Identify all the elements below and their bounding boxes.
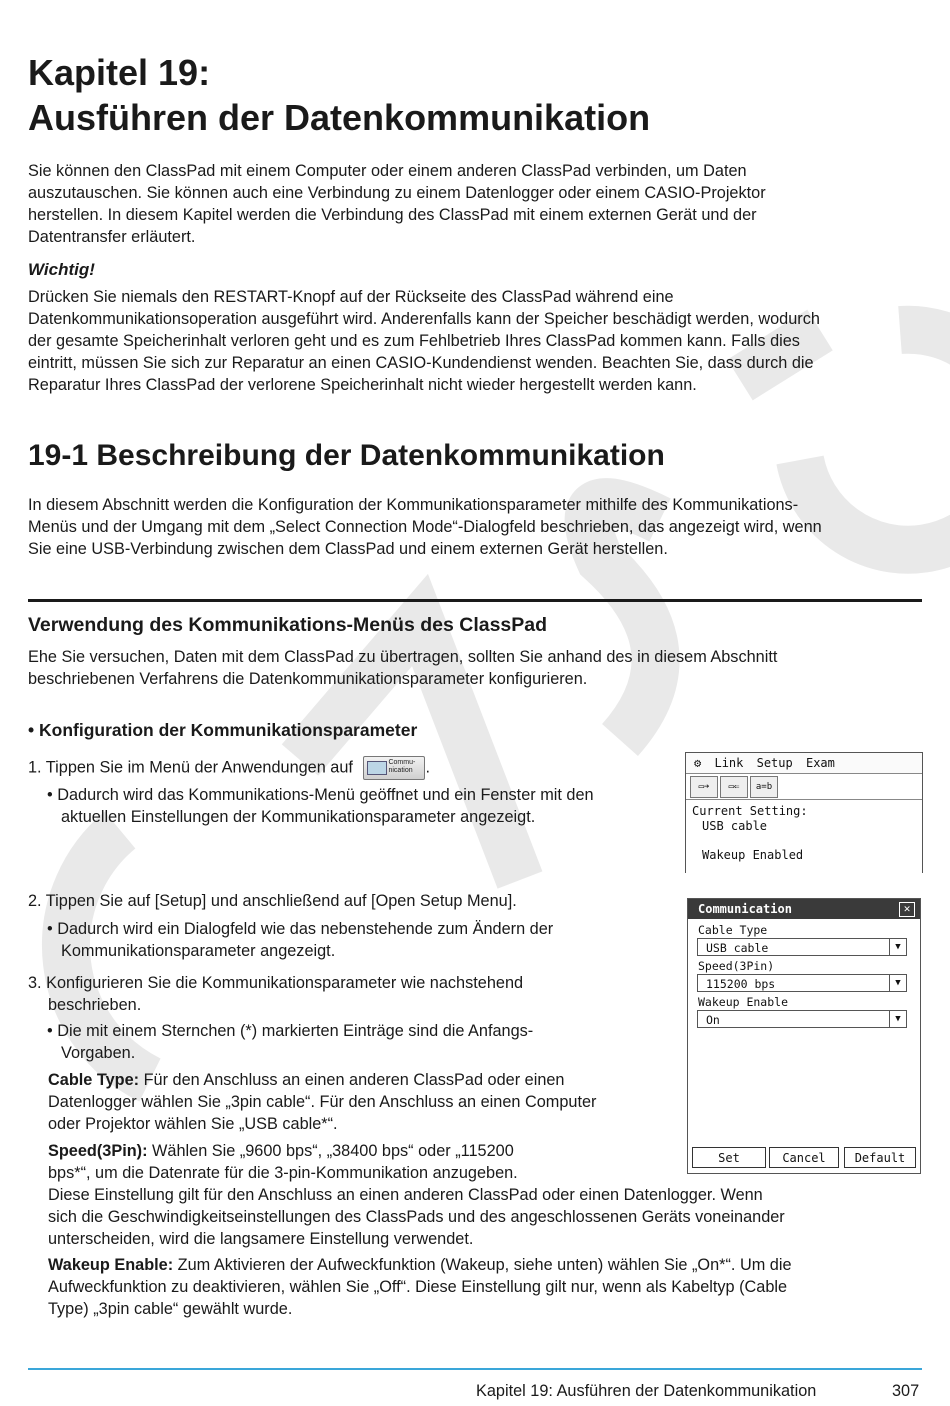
desc-line: Wählen Sie „9600 bps“, „38400 bps“ oder „115200 xyxy=(147,1142,514,1160)
step-3-line: 3. Konfigurieren Sie die Kommunikationsparameter wie nachstehend xyxy=(28,974,524,992)
communication-dialog-screenshot xyxy=(687,898,921,1174)
step-2: 2. Tippen Sie auf [Setup] und anschließend auf [Open Setup Menu]. xyxy=(28,892,517,910)
desc-line: Type) „3pin cable“ gewählt wurde. xyxy=(48,1300,293,1318)
cancel-button[interactable]: Cancel xyxy=(769,1147,839,1168)
communication-app-icon[interactable] xyxy=(363,756,425,780)
menu-setup[interactable]: Setup xyxy=(756,756,793,770)
communication-icon-label: Commu- nication xyxy=(388,759,416,774)
important-line: Drücken Sie niemals den RESTART-Knopf auf der Rückseite des ClassPad während eine xyxy=(28,288,674,306)
note-line: Kommunikationsparameter angezeigt. xyxy=(61,942,336,960)
section-rule xyxy=(28,599,922,602)
note-line: • Die mit einem Sternchen (*) markierten Einträge sind die Anfangs- xyxy=(47,1022,534,1040)
subsection-line: Ehe Sie versuchen, Daten mit dem ClassPad zu übertragen, sollten Sie anhand des in diesem Abschnitt xyxy=(28,648,778,666)
section-line: In diesem Abschnitt werden die Konfiguration der Kommunikationsparameter mithilfe des Kommunikations- xyxy=(28,496,799,514)
chapter-title xyxy=(28,50,650,140)
section-line: Sie eine USB-Verbindung zwischen dem ClassPad und einem externen Gerät herstellen. xyxy=(28,540,668,558)
section-paragraph xyxy=(28,494,822,560)
procedure-heading xyxy=(28,718,417,742)
section-line: Menüs und der Umgang mit dem „Select Connection Mode“-Dialogfeld beschrieben, das angezeigt wird, wenn xyxy=(28,518,822,536)
important-line: der gesamte Speicherinhalt verloren geht und es zum Fehlbetrieb Ihres ClassPad kommen kann. Falls dies xyxy=(28,332,800,350)
wakeup-field-label: Wakeup Enable xyxy=(698,995,789,1009)
bullet: • xyxy=(28,720,35,740)
cable-type-select[interactable] xyxy=(697,938,907,956)
step-2-note xyxy=(47,918,553,962)
desc-line: bps*“, um die Datenrate für die 3-pin-Kommunikation anzugeben. xyxy=(48,1164,518,1182)
chevron-down-icon[interactable]: ▼ xyxy=(889,975,906,991)
current-setting-panel xyxy=(686,800,922,867)
speed-value: 115200 bps xyxy=(706,977,776,991)
set-button[interactable]: Set xyxy=(692,1147,766,1168)
receive-icon[interactable]: ▭⇐ xyxy=(720,776,748,798)
important-paragraph xyxy=(28,286,820,396)
subsection-heading: Verwendung des Kommunikations-Menüs des ClassPad xyxy=(28,614,548,636)
menu-link[interactable]: Link xyxy=(714,756,744,770)
wakeup-label: Wakeup Enable: xyxy=(48,1256,174,1274)
note-line: • Dadurch wird ein Dialogfeld wie das nebenstehende zum Ändern der xyxy=(47,920,554,938)
wakeup-value: On xyxy=(706,1013,720,1027)
desc-line: oder Projektor wählen Sie „USB cable*“. xyxy=(48,1115,338,1133)
intro-line: Sie können den ClassPad mit einem Computer oder einem anderen ClassPad verbinden, um Daten xyxy=(28,162,747,180)
footer-rule xyxy=(28,1368,922,1370)
cable-type-field-label: Cable Type xyxy=(698,923,768,937)
note-line: • Dadurch wird das Kommunikations-Menü geöffnet und ein Fenster mit den xyxy=(47,786,594,804)
footer-text: Kapitel 19: Ausführen der Datenkommunikation xyxy=(476,1382,817,1400)
step-1-note xyxy=(47,784,594,828)
chevron-down-icon[interactable]: ▼ xyxy=(889,939,906,955)
chapter-title-line2: Ausführen der Datenkommunikation xyxy=(28,97,651,138)
current-wakeup: Wakeup Enabled xyxy=(702,848,804,862)
desc-line: sich die Geschwindigkeitseinstellungen des ClassPads und des angeschlossenen Geräts voneinander xyxy=(48,1208,785,1226)
procedure-heading-text: Konfiguration der Kommunikationsparameter xyxy=(39,720,418,740)
wakeup-select[interactable] xyxy=(697,1010,907,1028)
current-cable: USB cable xyxy=(702,819,768,833)
step-1-end: . xyxy=(425,758,431,777)
important-line: Reparatur Ihres ClassPad der verlorene Speicherinhalt nicht wieder hergestellt werden kann. xyxy=(28,376,697,394)
step-3-line: beschrieben. xyxy=(48,996,142,1014)
menu-bar xyxy=(686,753,922,774)
chapter-title-line1: Kapitel 19: xyxy=(28,52,211,93)
intro-paragraph xyxy=(28,160,766,248)
speed-description xyxy=(48,1140,785,1250)
cable-type-value: USB cable xyxy=(706,941,769,955)
desc-line: Diese Einstellung gilt für den Anschluss an einen anderen ClassPad oder einen Datenlogger. Wenn xyxy=(48,1186,763,1204)
communication-window-screenshot xyxy=(685,752,923,873)
speed-select[interactable] xyxy=(697,974,907,992)
step-1 xyxy=(28,756,430,780)
screen-icon xyxy=(367,761,387,775)
step-1-text: 1. Tippen Sie im Menü der Anwendungen auf xyxy=(28,758,353,777)
dialog-title-bar xyxy=(688,899,920,919)
speed-label: Speed(3Pin): xyxy=(48,1142,148,1160)
current-setting-label: Current Setting: xyxy=(692,804,808,818)
wakeup-description xyxy=(48,1254,792,1320)
subsection-line: beschriebenen Verfahrens die Datenkommunikationsparameter konfigurieren. xyxy=(28,670,588,688)
chevron-down-icon[interactable]: ▼ xyxy=(889,1011,906,1027)
intro-line: auszutauschen. Sie können auch eine Verbindung zu einem Datenlogger oder einem CASIO-Projektor xyxy=(28,184,766,202)
close-icon[interactable]: ✕ xyxy=(899,902,915,917)
note-line: Vorgaben. xyxy=(61,1044,136,1062)
page-number: 307 xyxy=(892,1382,920,1400)
desc-line: Für den Anschluss an einen anderen ClassPad oder einen xyxy=(139,1071,565,1089)
cable-type-label: Cable Type: xyxy=(48,1071,140,1089)
intro-line: herstellen. In diesem Kapitel werden die Verbindung des ClassPad mit einem externen Gerät und der xyxy=(28,206,757,224)
important-line: Datenkommunikationsoperation ausgeführt wird. Anderenfalls kann der Speicher beschädigt werden, wodurch xyxy=(28,310,820,328)
compare-icon[interactable]: a=b xyxy=(750,776,778,798)
step-3-note xyxy=(47,1020,533,1064)
desc-line: unterscheiden, wird die langsamere Einstellung verwendet. xyxy=(48,1230,474,1248)
subsection-paragraph xyxy=(28,646,777,690)
section-heading: 19-1 Beschreibung der Datenkommunikation xyxy=(28,439,665,472)
note-line: aktuellen Einstellungen der Kommunikationsparameter angezeigt. xyxy=(61,808,536,826)
gear-icon[interactable]: ⚙ xyxy=(694,756,702,770)
speed-field-label: Speed(3Pin) xyxy=(698,959,775,973)
toolbar xyxy=(686,774,922,800)
desc-line: Datenlogger wählen Sie „3pin cable“. Für den Anschluss an einen Computer xyxy=(48,1093,597,1111)
desc-line: Zum Aktivieren der Aufweckfunktion (Wakeup, siehe unten) wählen Sie „On*“. Um die xyxy=(173,1256,792,1274)
menu-exam[interactable]: Exam xyxy=(805,756,835,770)
send-icon[interactable]: ▭➔ xyxy=(690,776,718,798)
step-3 xyxy=(28,972,523,1016)
important-heading: Wichtig! xyxy=(28,260,95,279)
intro-line: Datentransfer erläutert. xyxy=(28,228,196,246)
important-line: eintritt, müssen Sie sich zur Reparatur an einen CASIO-Kundendienst wenden. Beachten Sie, dass durch die xyxy=(28,354,814,372)
desc-line: Aufweckfunktion zu deaktivieren, wählen Sie „Off“. Diese Einstellung gilt nur, wenn als Kabeltyp (Cable xyxy=(48,1278,788,1296)
default-button[interactable]: Default xyxy=(844,1147,916,1168)
cable-type-description xyxy=(48,1069,596,1135)
dialog-title: Communication xyxy=(698,902,792,916)
